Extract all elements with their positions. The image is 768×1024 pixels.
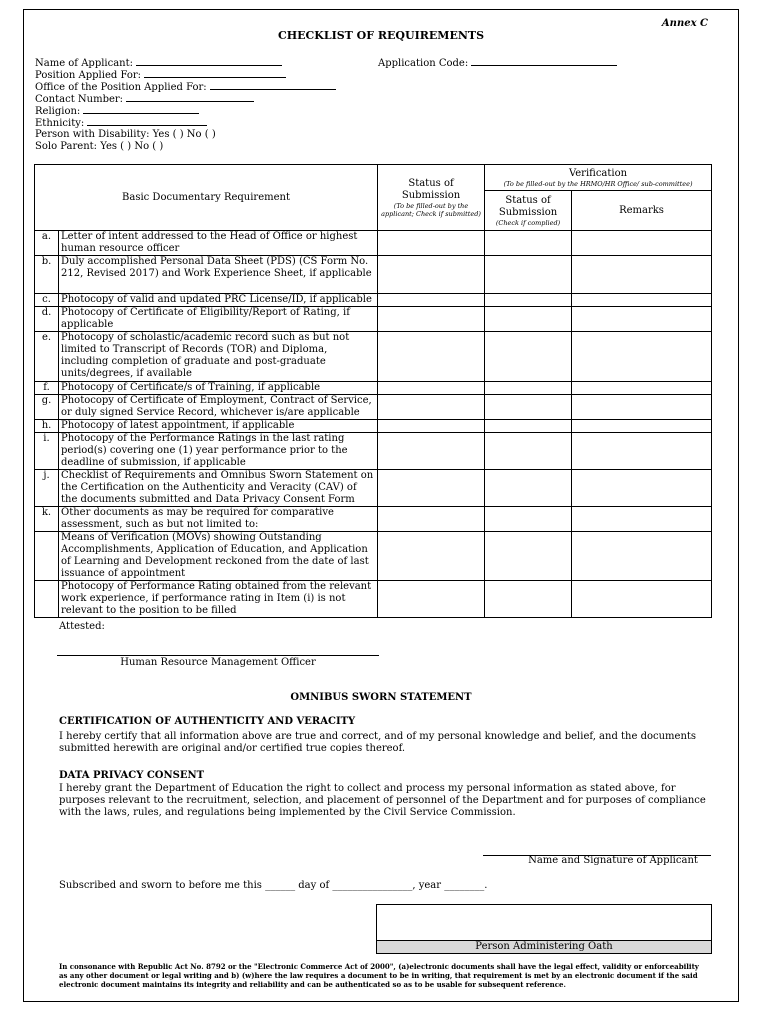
- applicant-status-cell[interactable]: [378, 256, 485, 294]
- row-letter: k.: [35, 507, 59, 532]
- table-row: [35, 395, 712, 420]
- verification-status-cell[interactable]: [485, 581, 572, 618]
- row-letter: j.: [35, 470, 59, 507]
- row-requirement-text: Photocopy of the Performance Ratings in the last rating period(s) covering one (1) year performance prior to the deadline of submission, if applicable: [59, 433, 378, 470]
- row-letter: f.: [35, 382, 59, 395]
- remarks-cell[interactable]: [572, 382, 712, 395]
- remarks-cell[interactable]: [572, 433, 712, 470]
- verification-status-cell[interactable]: [485, 256, 572, 294]
- table-row: [35, 470, 712, 507]
- remarks-header: Remarks: [572, 191, 712, 231]
- row-letter: c.: [35, 294, 59, 307]
- row-letter: h.: [35, 420, 59, 433]
- status-header-label: Status of Submission: [401, 177, 461, 201]
- applicant-status-cell[interactable]: [378, 307, 485, 332]
- name-of-applicant-label: Name of Applicant:: [35, 58, 134, 69]
- remarks-cell[interactable]: [572, 470, 712, 507]
- verification-status-cell[interactable]: [485, 332, 572, 382]
- row-requirement-text: Photocopy of Certificate of Employment, Contract of Service, or duly signed Service Record, whichever is/are applicable: [59, 395, 378, 420]
- document-page: [23, 9, 739, 1002]
- applicant-status-cell[interactable]: [378, 420, 485, 433]
- solo-parent-row[interactable]: Solo Parent: Yes ( ) No ( ): [35, 141, 164, 152]
- verification-status-cell[interactable]: [485, 395, 572, 420]
- table-row: [35, 307, 712, 332]
- verification-header: [485, 165, 712, 191]
- row-letter: [35, 532, 59, 581]
- requirements-table: [34, 164, 712, 618]
- remarks-cell[interactable]: [572, 256, 712, 294]
- row-requirement-text: Checklist of Requirements and Omnibus Sworn Statement on the Certification on the Authenticity and Veracity (CAV) of the documents submitted and Data Privacy Consent Form: [59, 470, 378, 507]
- verification-status-cell[interactable]: [485, 307, 572, 332]
- table-row: [35, 256, 712, 294]
- verification-status-cell[interactable]: [485, 231, 572, 256]
- hrmo-label: Human Resource Management Officer: [120, 657, 316, 668]
- annex-label: Annex C: [661, 18, 708, 29]
- remarks-cell[interactable]: [572, 294, 712, 307]
- row-requirement-text: Other documents as may be required for comparative assessment, such as but not limited to:: [59, 507, 378, 532]
- applicant-status-cell[interactable]: [378, 532, 485, 581]
- applicant-status-cell[interactable]: [378, 294, 485, 307]
- applicant-status-cell[interactable]: [378, 382, 485, 395]
- table-row: [35, 332, 712, 382]
- privacy-text: I hereby grant the Department of Education the right to collect and process my personal information as stated above, for purposes relevant to the recruitment, selection, and placement of personnel of the Department and for purposes of compliance with the laws, rules, and regulations being implemented by the Civil Service Commission.: [59, 783, 706, 818]
- cav-heading: CERTIFICATION OF AUTHENTICITY AND VERACITY: [59, 716, 356, 727]
- row-requirement-text: Means of Verification (MOVs) showing Outstanding Accomplishments, Application of Education, and Application of Learning and Development reckoned from the date of last issuance of appointment: [59, 532, 378, 581]
- verification-status-cell[interactable]: [485, 420, 572, 433]
- row-letter: [35, 581, 59, 618]
- verification-status-cell[interactable]: [485, 382, 572, 395]
- verification-status-note: (Check if complied): [495, 218, 561, 227]
- applicant-status-cell[interactable]: [378, 507, 485, 532]
- row-requirement-text: Photocopy of Performance Rating obtained from the relevant work experience, if performance rating in Item (i) is not relevant to the position to be filled: [59, 581, 378, 618]
- religion-field[interactable]: [83, 105, 199, 114]
- row-requirement-text: Photocopy of valid and updated PRC License/ID, if applicable: [59, 294, 378, 307]
- page-title: CHECKLIST OF REQUIREMENTS: [277, 29, 485, 42]
- status-header: [378, 165, 485, 231]
- application-code-label: Application Code:: [378, 58, 469, 69]
- table-row: [35, 294, 712, 307]
- verification-header-note: (To be filled-out by the HRMO/HR Office/ sub-committee): [503, 179, 693, 188]
- row-requirement-text: Photocopy of Certificate/s of Training, if applicable: [59, 382, 378, 395]
- subscribed-statement[interactable]: Subscribed and sworn to before me this ______ day of ________________, year ________.: [59, 880, 488, 891]
- row-requirement-text: Photocopy of scholastic/academic record such as but not limited to Transcript of Records (TOR) and Diploma, including completion of graduate and post-graduate units/degrees, if available: [59, 332, 378, 382]
- oath-signature-box[interactable]: [376, 904, 712, 954]
- verification-status-cell[interactable]: [485, 470, 572, 507]
- row-letter: b.: [35, 256, 59, 294]
- omnibus-title: OMNIBUS SWORN STATEMENT: [290, 692, 472, 703]
- attested-label: Attested:: [59, 621, 105, 632]
- pwd-row[interactable]: Person with Disability: Yes ( ) No ( ): [35, 129, 216, 140]
- table-row: [35, 507, 712, 532]
- row-requirement-text: Photocopy of Certificate of Eligibility/Report of Rating, if applicable: [59, 307, 378, 332]
- remarks-cell[interactable]: [572, 231, 712, 256]
- table-row: [35, 532, 712, 581]
- applicant-status-cell[interactable]: [378, 433, 485, 470]
- row-letter: d.: [35, 307, 59, 332]
- table-row: [35, 581, 712, 618]
- verification-status-cell[interactable]: [485, 532, 572, 581]
- position-applied-label: Position Applied For:: [35, 70, 142, 81]
- office-of-position-label: Office of the Position Applied For:: [35, 82, 207, 93]
- remarks-cell[interactable]: [572, 581, 712, 618]
- row-requirement-text: Duly accomplished Personal Data Sheet (PDS) (CS Form No. 212, Revised 2017) and Work Experience Sheet, if applicable: [59, 256, 378, 294]
- hrmo-signature-line[interactable]: [57, 655, 379, 656]
- requirements-body: [35, 231, 712, 618]
- applicant-status-cell[interactable]: [378, 470, 485, 507]
- remarks-cell[interactable]: [572, 332, 712, 382]
- oath-label: Person Administering Oath: [377, 940, 711, 953]
- ethnicity-field[interactable]: [87, 117, 207, 126]
- application-code-row: [378, 57, 617, 70]
- row-letter: g.: [35, 395, 59, 420]
- applicant-status-cell[interactable]: [378, 231, 485, 256]
- table-row: [35, 231, 712, 256]
- remarks-cell[interactable]: [572, 307, 712, 332]
- row-letter: a.: [35, 231, 59, 256]
- row-letter: i.: [35, 433, 59, 470]
- status-header-note: (To be filled-out by the applicant; Check if submitted): [381, 201, 481, 218]
- remarks-cell[interactable]: [572, 420, 712, 433]
- religion-label: Religion:: [35, 106, 81, 117]
- office-of-position-field[interactable]: [210, 81, 336, 90]
- contact-number-field[interactable]: [126, 93, 254, 102]
- verification-status-header: [485, 191, 572, 231]
- applicant-status-cell[interactable]: [378, 395, 485, 420]
- contact-number-label: Contact Number:: [35, 94, 124, 105]
- verification-status-cell[interactable]: [485, 294, 572, 307]
- row-requirement-text: Photocopy of latest appointment, if applicable: [59, 420, 378, 433]
- applicant-signature-label: Name and Signature of Applicant: [528, 855, 698, 866]
- verification-header-label: Verification: [568, 167, 628, 179]
- applicant-status-cell[interactable]: [378, 332, 485, 382]
- table-row: [35, 433, 712, 470]
- verification-status-cell[interactable]: [485, 433, 572, 470]
- remarks-cell[interactable]: [572, 507, 712, 532]
- application-code-field[interactable]: [471, 57, 617, 66]
- ethnicity-label: Ethnicity:: [35, 118, 85, 129]
- table-row: [35, 420, 712, 433]
- verification-status-label: Status of Submission: [498, 194, 558, 218]
- row-requirement-text: Letter of intent addressed to the Head of Office or highest human resource officer: [59, 231, 378, 256]
- applicant-status-cell[interactable]: [378, 581, 485, 618]
- privacy-heading: DATA PRIVACY CONSENT: [59, 770, 205, 781]
- remarks-cell[interactable]: [572, 395, 712, 420]
- footnote: In consonance with Republic Act No. 8792 or the "Electronic Commerce Act of 2000", (a)electronic documents shall have the legal effect, validity or enforceability as any other document or legal writing and b) (w)here the law requires a document to be in writing, that requirement is met by an electronic document if the said electronic document maintains its integrity and reliability and can be authenticated so as to be usable for subsequent reference.: [59, 962, 699, 989]
- requirement-header: Basic Documentary Requirement: [35, 165, 378, 231]
- cav-text: I hereby certify that all information above are true and correct, and of my personal knowledge and belief, and the documents submitted herewith are original and/or certified true copies thereof.: [59, 731, 697, 754]
- row-letter: e.: [35, 332, 59, 382]
- position-applied-field[interactable]: [144, 69, 286, 78]
- table-row: [35, 382, 712, 395]
- verification-status-cell[interactable]: [485, 507, 572, 532]
- name-of-applicant-field[interactable]: [136, 57, 282, 66]
- remarks-cell[interactable]: [572, 532, 712, 581]
